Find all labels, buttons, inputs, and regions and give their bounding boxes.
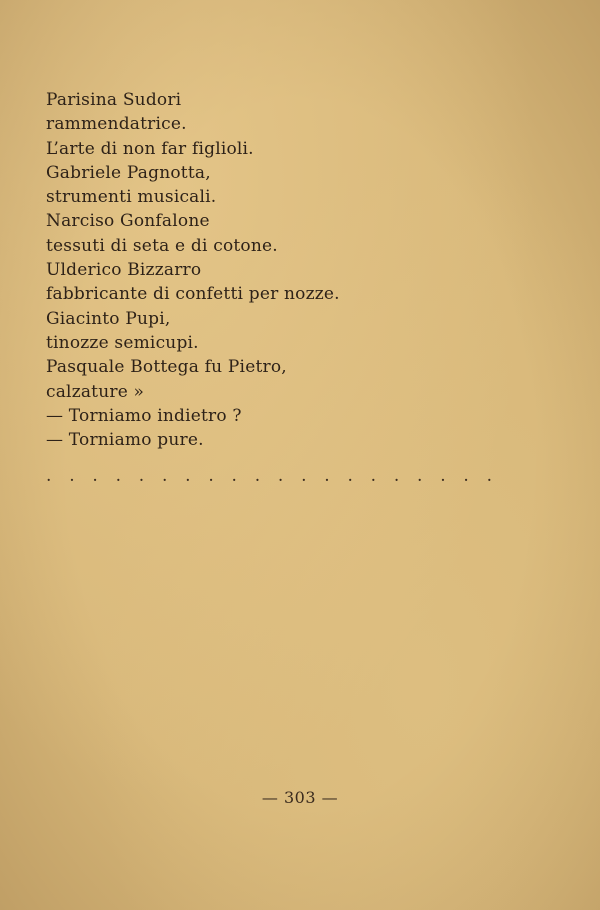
ellipsis-dot: .: [208, 466, 214, 486]
poem-line: tessuti di seta e di cotone.: [46, 235, 278, 256]
poem-text: [46, 88, 526, 452]
ellipsis-dot: .: [115, 466, 121, 486]
ellipsis-dot: .: [231, 466, 237, 486]
ellipsis-dot: .: [370, 466, 377, 486]
ellipsis-dot: .: [138, 466, 145, 486]
poem-line: Gabriele Pagnotta,: [46, 162, 211, 183]
ellipsis-dot: .: [417, 466, 423, 486]
ellipsis-dot: .: [486, 466, 492, 486]
ellipsis-dot: .: [69, 466, 75, 486]
poem-line: — Torniamo indietro ?: [46, 405, 242, 426]
ellipsis-dot: .: [277, 466, 284, 486]
poem-line: rammendatrice.: [46, 114, 187, 135]
poem-line: Giacinto Pupi,: [46, 308, 171, 329]
ellipsis-dot: .: [324, 466, 330, 486]
poem-line: calzature »: [46, 381, 145, 402]
ellipsis-dot: .: [393, 466, 400, 486]
poem-line: Parisina Sudori: [46, 90, 182, 110]
ellipsis-dot: .: [463, 466, 469, 486]
ellipsis-dot: .: [347, 466, 353, 486]
poem-line: L’arte di non far figlioli.: [46, 138, 254, 159]
ellipsis-dot: .: [92, 466, 98, 486]
dotted-ellipsis-line: [46, 466, 516, 486]
poem-line: Ulderico Bizzarro: [46, 260, 202, 281]
ellipsis-dot: .: [440, 466, 446, 486]
ellipsis-dot: .: [254, 466, 261, 486]
poem-line: tinozze semicupi.: [46, 332, 199, 353]
ellipsis-dot: .: [161, 466, 168, 486]
poem-line: fabbricante di confetti per nozze.: [46, 284, 340, 305]
ellipsis-dot: .: [301, 466, 307, 486]
ellipsis-dot: .: [185, 466, 191, 486]
poem-line: Pasquale Bottega fu Pietro,: [46, 357, 287, 378]
ellipsis-dot: .: [46, 466, 52, 486]
page-number: — 303 —: [261, 788, 339, 807]
poem-line: — Torniamo pure.: [46, 430, 204, 451]
poem-line: Narciso Gonfalone: [46, 211, 210, 232]
poem-line: strumenti musicali.: [46, 187, 217, 208]
